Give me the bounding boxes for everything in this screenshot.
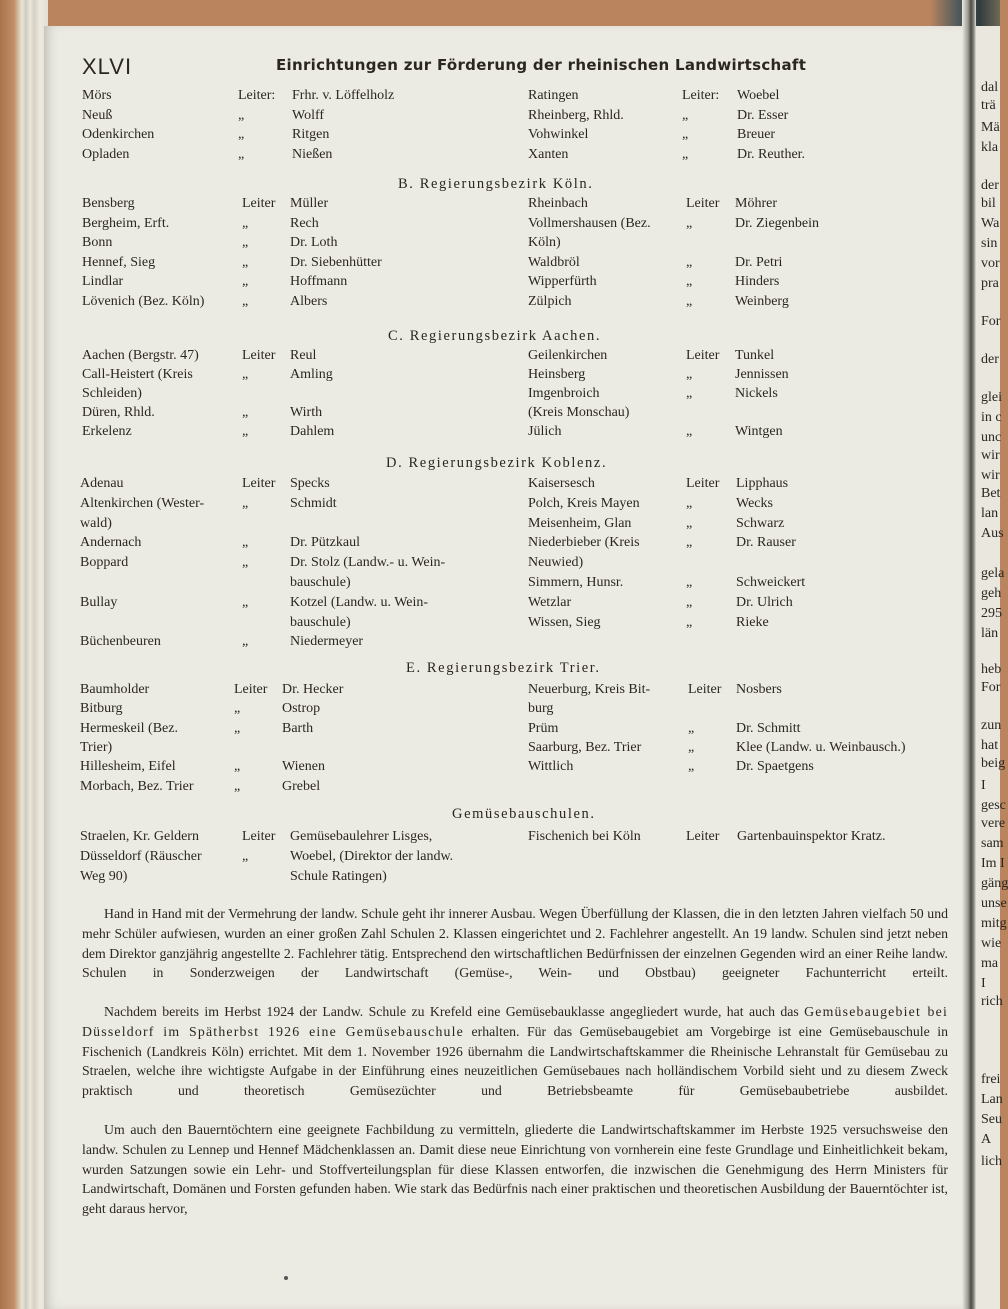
facing-page-fragment: 295 [981, 606, 1002, 621]
school-location: Wetzlar [528, 595, 572, 610]
facing-page-fragment: sam [981, 836, 1004, 851]
leiter-name: Klee (Landw. u. Weinbausch.) [736, 740, 906, 755]
facing-page-fragment: gesc [981, 798, 1006, 813]
school-location: Saarburg, Bez. Trier [528, 740, 642, 755]
leiter-name: Dr. Stolz (Landw.- u. Wein- [290, 555, 446, 570]
school-location: Hillesheim, Eifel [80, 759, 176, 774]
leiter-label: Leiter [242, 196, 276, 211]
leiter-label: Leiter: [682, 88, 720, 103]
leiter-label: „ [234, 721, 241, 736]
section-heading-koblenz: D. Regierungsbezirk Koblenz. [386, 455, 608, 471]
school-location: Wittlich [528, 759, 574, 774]
school-location: Meisenheim, Glan [528, 516, 632, 531]
facing-page-fragment: wir [981, 468, 1000, 483]
facing-page-fragment: For [981, 680, 1001, 695]
school-location: Altenkirchen (Wester- [80, 496, 205, 511]
leiter-label: „ [682, 147, 689, 162]
leiter-label: „ [686, 367, 693, 382]
leiter-name: Dr. Esser [737, 108, 789, 123]
facing-page-fragment: beig [981, 756, 1006, 771]
school-location: Wissen, Sieg [528, 615, 601, 630]
school-location: Wipperfürth [528, 274, 597, 289]
leiter-name: Nickels [735, 386, 778, 401]
school-location: Heinsberg [528, 367, 586, 382]
leiter-label: „ [686, 575, 693, 590]
leiter-name: Dr. Petri [735, 255, 783, 270]
school-location: Kaisersesch [528, 476, 595, 491]
facing-page-fragment: län [981, 626, 999, 641]
facing-page-fragment: zun [981, 718, 1002, 733]
leiter-label: Leiter [686, 196, 720, 211]
leiter-label: „ [242, 535, 249, 550]
facing-page-fragment: Wa [981, 216, 1000, 231]
leiter-label: „ [234, 779, 241, 794]
leiter-name: Amling [290, 367, 333, 382]
school-location: Zülpich [528, 294, 572, 309]
paragraph-1-text: Hand in Hand mit der Vermehrung der landw. Schule geht ihr innerer Ausbau. Wegen Überfüllung der Klassen, die in den letzten Jahren vielfach 50 und mehr Schüler aufwiesen, wurden an einer großen Zahl Schulen 2. Klassen eingerichtet und 2. Fachlehrer angestellt. An 19 landw. Schulen sind jetzt neben dem Direktor ganzjährig angestellte 2. Fachlehrer tätig. Entsprechend den wirtschaftlichen Bedürfnissen der einzelnen Gegenden wird an einer Reihe landw. Schulen in Sonderzweigen der Landwirtschaft (Gemüse-, Wein- und Obstbau) geeigneter Fachunterricht erteilt. [82, 906, 948, 981]
leiter-label: „ [242, 595, 249, 610]
leiter-name: Nießen [292, 147, 333, 162]
leiter-name: Schwarz [736, 516, 785, 531]
leiter-name: Grebel [282, 779, 321, 794]
facing-page-fragment: For [981, 314, 1001, 329]
facing-page-fragment: Seu [981, 1112, 1002, 1127]
school-location: Neuwied) [528, 555, 584, 570]
facing-page-fragment: unse [981, 896, 1007, 911]
school-location: Lövenich (Bez. Köln) [82, 294, 205, 309]
school-location: Neuerburg, Kreis Bit- [528, 682, 651, 697]
facing-page-fragment: lan [981, 506, 999, 521]
leiter-label: „ [688, 759, 695, 774]
leiter-label: Leiter [242, 829, 276, 844]
facing-page-fragment: rich [981, 994, 1003, 1009]
leiter-name: Dahlem [290, 424, 335, 439]
facing-page-fragment: kla [981, 140, 999, 155]
leiter-name: Wolff [292, 108, 325, 123]
facing-page-fragment: unc [981, 430, 1002, 445]
school-location: Boppard [80, 555, 129, 570]
leiter-label: Leiter [242, 476, 276, 491]
leiter-label: „ [688, 740, 695, 755]
facing-page-fragment: vere [981, 816, 1006, 831]
leiter-label: „ [688, 721, 695, 736]
facing-page-fragment: pra [981, 276, 999, 291]
facing-page-fragment: geh [981, 586, 1002, 601]
leiter-name: Reul [290, 348, 317, 363]
leiter-name: Schmidt [290, 496, 337, 511]
print-speck [284, 1276, 288, 1280]
facing-page-fragment: frei [981, 1072, 1001, 1087]
school-location: Weg 90) [80, 869, 128, 884]
facing-page-fragment: in c [981, 410, 1002, 425]
leiter-label: „ [242, 255, 249, 270]
leiter-name: Rieke [736, 615, 769, 630]
facing-page-fragment: Mä [981, 120, 1000, 135]
leiter-name: Möhrer [735, 196, 777, 211]
book-gutter [962, 0, 976, 1309]
leiter-label: Leiter [686, 829, 720, 844]
school-location: Bonn [82, 235, 113, 250]
facing-page-fragment: Aus [981, 526, 1004, 541]
book-edge-left [0, 0, 48, 1309]
leiter-name: Albers [290, 294, 328, 309]
leiter-label: Leiter [686, 348, 720, 363]
leiter-name: Tunkel [735, 348, 775, 363]
school-location: Jülich [528, 424, 562, 439]
facing-page-fragment: mitg [981, 916, 1007, 931]
school-location: Schleiden) [82, 386, 142, 401]
leiter-label: Leiter [234, 682, 268, 697]
page-number: XLVI [82, 54, 133, 79]
facing-page-fragment: Lan [981, 1092, 1003, 1107]
leiter-name: Gartenbauinspektor Kratz. [737, 829, 886, 844]
leiter-label: „ [686, 496, 693, 511]
leiter-label: „ [238, 108, 245, 123]
facing-page-fragment: ma [981, 956, 999, 971]
section-heading-koeln: B. Regierungsbezirk Köln. [398, 176, 594, 192]
leiter-name: Dr. Spaetgens [736, 759, 814, 774]
leiter-label: „ [682, 108, 689, 123]
leiter-name: Hinders [735, 274, 780, 289]
leiter-name: Schweickert [736, 575, 806, 590]
leiter-name: Dr. Rauser [736, 535, 796, 550]
leiter-name: Ostrop [282, 701, 321, 716]
leiter-label: „ [238, 127, 245, 142]
school-location: Trier) [80, 740, 113, 755]
school-location: Waldbröl [528, 255, 580, 270]
leiter-label: Leiter [686, 476, 720, 491]
school-location: Rheinberg, Rhld. [528, 108, 624, 123]
school-location: Xanten [528, 147, 569, 162]
school-location: Prüm [528, 721, 559, 736]
facing-page-fragment: hat [981, 738, 999, 753]
leiter-label: Leiter [688, 682, 722, 697]
school-location: Düren, Rhld. [82, 405, 155, 420]
leiter-label: „ [242, 849, 249, 864]
school-location: (Kreis Monschau) [528, 405, 630, 420]
leiter-label: „ [686, 516, 693, 531]
leiter-name: Dr. Pützkaul [290, 535, 360, 550]
leiter-name: Nosbers [736, 682, 782, 697]
leiter-label: „ [242, 424, 249, 439]
school-location: Bullay [80, 595, 118, 610]
leiter-name: Dr. Reuther. [737, 147, 806, 162]
school-location: Polch, Kreis Mayen [528, 496, 640, 511]
leiter-name: Specks [290, 476, 330, 491]
facing-page-fragment: gela [981, 566, 1005, 581]
school-location: Niederbieber (Kreis [528, 535, 640, 550]
school-location: Hennef, Sieg [82, 255, 156, 270]
leiter-name: bauschule) [290, 615, 351, 630]
leiter-label: „ [242, 294, 249, 309]
facing-page-fragment: Im I [981, 856, 1005, 871]
leiter-name: Dr. Siebenhütter [290, 255, 382, 270]
paragraph-2-emphasis: Gemüsebaugebiet bei Düsseldorf im Spätherbst 1926 eine Gemüsebauschule [82, 1004, 948, 1039]
school-location: Fischenich bei Köln [528, 829, 641, 844]
school-location: Bitburg [80, 701, 123, 716]
leiter-label: „ [682, 127, 689, 142]
leiter-label: „ [686, 274, 693, 289]
facing-page-fragment: sin [981, 236, 998, 251]
leiter-label: „ [686, 535, 693, 550]
school-location: Hermeskeil (Bez. [80, 721, 178, 736]
leiter-label: „ [686, 595, 693, 610]
facing-page-fragment: der [981, 178, 999, 193]
school-location: Call-Heistert (Kreis [82, 367, 193, 382]
school-location: Büchenbeuren [80, 634, 161, 649]
leiter-label: „ [686, 294, 693, 309]
school-location: Vohwinkel [528, 127, 589, 142]
school-location: Straelen, Kr. Geldern [80, 829, 199, 844]
leiter-name: Niedermeyer [290, 634, 364, 649]
school-location: Adenau [80, 476, 124, 491]
page-title: Einrichtungen zur Förderung der rheinischen Landwirtschaft [276, 56, 807, 74]
leiter-name: Dr. Hecker [282, 682, 344, 697]
leiter-name: Breuer [737, 127, 776, 142]
leiter-label: „ [234, 759, 241, 774]
paragraph-3-text: Um auch den Bauerntöchtern eine geeignete Fachbildung zu vermitteln, gliederte die Landwirtschaftskammer im Herbste 1925 versuchsweise den landw. Schulen zu Lennep und Hennef Mädchenklassen an. Damit diese neue Einrichtung von vornherein eine feste Grundlage und Einheitlichkeit bekam, wurden Satzungen sowie ein Lehr- und Stoffverteilungsplan für diese Klassen entworfen, die inzwischen die Genehmigung des Herrn Ministers für Landwirtschaft, Domänen und Forsten gefunden haben. Wie stark das Bedürfnis nach einer praktischen und theoretischen Ausbildung der Bauerntöchter ist, geht daraus hervor, [82, 1122, 948, 1217]
leiter-name: Rech [290, 216, 319, 231]
leiter-label: „ [242, 367, 249, 382]
facing-page-fragment: wir [981, 448, 1000, 463]
leiter-label: „ [234, 701, 241, 716]
leiter-label: Leiter: [238, 88, 276, 103]
leiter-name: Dr. Ulrich [736, 595, 793, 610]
facing-page-fragment: dal [981, 80, 999, 95]
facing-page-fragment: lich [981, 1154, 1002, 1169]
school-location: Vollmershausen (Bez. [528, 216, 651, 231]
facing-page-fragment: Bet [981, 486, 1001, 501]
leiter-label: „ [686, 216, 693, 231]
leiter-name: Woebel [737, 88, 780, 103]
section-heading-trier: E. Regierungsbezirk Trier. [406, 660, 601, 676]
school-location: Imgenbroich [528, 386, 600, 401]
leiter-name: Jennissen [735, 367, 789, 382]
facing-page-fragment: gäng [981, 876, 1008, 891]
school-location: Ratingen [528, 88, 579, 103]
section-heading-aachen: C. Regierungsbezirk Aachen. [388, 328, 602, 344]
leiter-name: Hoffmann [290, 274, 348, 289]
paragraph-3 [82, 1120, 948, 1219]
section-heading-gemuesebauschulen: Gemüsebauschulen. [452, 806, 596, 822]
leiter-name: Dr. Ziegenbein [735, 216, 819, 231]
school-location: Odenkirchen [82, 127, 155, 142]
leiter-name: Gemüsebaulehrer Lisges, [290, 829, 433, 844]
school-location: Bensberg [82, 196, 135, 211]
leiter-label: „ [242, 216, 249, 231]
leiter-name: Wecks [736, 496, 773, 511]
leiter-name: Lipphaus [736, 476, 789, 491]
leiter-name: Schule Ratingen) [290, 869, 387, 884]
school-location: Rheinbach [528, 196, 588, 211]
leiter-name: Kotzel (Landw. u. Wein- [290, 595, 429, 610]
leiter-name: Ritgen [292, 127, 330, 142]
leiter-name: Wintgen [735, 424, 783, 439]
leiter-name: Woebel, (Direktor der landw. [290, 849, 454, 864]
facing-page-fragment: bil [981, 196, 996, 211]
school-location: Neuß [82, 108, 113, 123]
leiter-label: „ [242, 274, 249, 289]
leiter-label: „ [686, 255, 693, 270]
leiter-label: „ [242, 555, 249, 570]
paragraph-2-part-b: erhalten. Für das Gemüsebaugebiet am Vorgebirge ist eine Gemüsebauschule in Fischenich (Landkreis Köln) errichtet. Mit dem 1. November 1926 übernahm die Landwirtschaftskammer die Rheinische Lehranstalt für Gemüsebau zu Straelen, welche ihre wichtigste Aufgabe in der Einführung eines neuzeitlichen Gemüsebaues nach holländischem Vorbild sieht und zu diesem Zweck praktisch und theoretisch Gemüsezüchter und Betriebsbeamte für Gemüsebaubetriebe ausbildet. [82, 1023, 948, 1099]
leiter-name: Wirth [290, 405, 323, 420]
school-location: burg [528, 701, 554, 716]
leiter-label: „ [242, 496, 249, 511]
facing-page-fragment: vor [981, 256, 1000, 271]
facing-page-fragment: I [981, 976, 986, 991]
school-location: Bergheim, Erft. [82, 216, 170, 231]
leiter-label: „ [686, 615, 693, 630]
school-location: Düsseldorf (Räuscher [80, 849, 202, 864]
school-location: Baumholder [80, 682, 150, 697]
school-location: Lindlar [82, 274, 124, 289]
school-location: Geilenkirchen [528, 348, 608, 363]
facing-page-fragment: trä [981, 98, 996, 113]
facing-page-fragment: wie [981, 936, 1002, 951]
leiter-name: Weinberg [735, 294, 789, 309]
leiter-name: Dr. Loth [290, 235, 338, 250]
paragraph-2-part-a: Nachdem bereits im Herbst 1924 der Landw. Schule zu Krefeld eine Gemüsebauklasse angegliedert wurde, hat auch das [104, 1004, 805, 1019]
school-location: Aachen (Bergstr. 47) [82, 348, 199, 363]
school-location: Mörs [82, 88, 112, 103]
facing-page-fragment: der [981, 352, 999, 367]
leiter-label: „ [242, 405, 249, 420]
leiter-name: Barth [282, 721, 314, 736]
facing-page-fragment: I [981, 778, 986, 793]
leiter-label: „ [242, 235, 249, 250]
facing-page-fragment: glei [981, 390, 1002, 405]
facing-page-fragment: A [981, 1132, 992, 1147]
leiter-label: „ [686, 424, 693, 439]
leiter-name: Wienen [282, 759, 325, 774]
school-location: Köln) [528, 235, 561, 250]
school-location: Morbach, Bez. Trier [80, 779, 194, 794]
school-location: Andernach [80, 535, 142, 550]
leiter-label: „ [238, 147, 245, 162]
leiter-name: Frhr. v. Löffelholz [292, 88, 395, 103]
leiter-name: Müller [290, 196, 329, 211]
facing-page-fragment: heb [981, 662, 1002, 677]
paragraph-2-text [82, 1002, 948, 1101]
leiter-name: bauschule) [290, 575, 351, 590]
leiter-label: „ [686, 386, 693, 401]
school-location: Erkelenz [82, 424, 132, 439]
leiter-name: Dr. Schmitt [736, 721, 801, 736]
leiter-label: „ [242, 634, 249, 649]
paragraph-2 [82, 1002, 948, 1101]
school-location: wald) [80, 516, 112, 531]
school-location: Simmern, Hunsr. [528, 575, 624, 590]
paragraph-1 [82, 904, 948, 983]
leiter-label: Leiter [242, 348, 276, 363]
school-location: Opladen [82, 147, 130, 162]
